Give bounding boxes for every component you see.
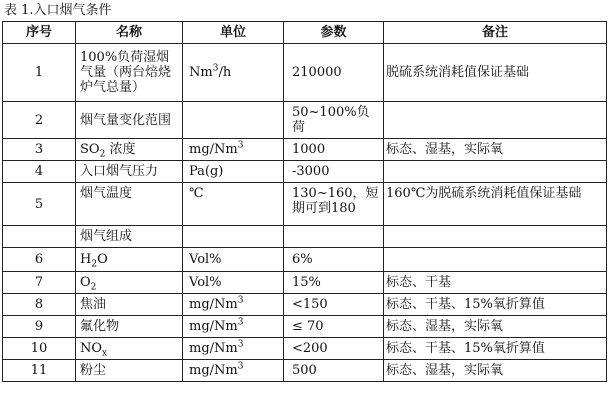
- cell-unit: mg/Nm$^3$: [183, 316, 284, 338]
- cell-unit: Pa(g): [183, 161, 284, 183]
- cell-note: 标态、干基、15%氧折算值: [384, 338, 607, 360]
- cell-unit: ℃: [183, 183, 284, 226]
- cell-no: 2: [3, 102, 76, 139]
- cell-no: 1: [3, 44, 76, 102]
- cell-name: 焦油: [76, 294, 183, 316]
- table-row: [3, 139, 607, 161]
- cell-note: 标态、湿基，实际氧: [384, 139, 607, 161]
- cell-name: 粉尘: [76, 360, 183, 382]
- cell-no: 10: [3, 338, 76, 360]
- cell-unit: mg/Nm$^3$: [183, 338, 284, 360]
- cell-no: 7: [3, 272, 76, 294]
- cell-no: 9: [3, 316, 76, 338]
- cell-name: 烟气组成: [76, 226, 183, 248]
- cell-param: 500: [284, 360, 384, 382]
- cell-name: $O_2$: [76, 272, 183, 294]
- cell-name: 100%负荷湿烟气量（两台焙烧炉气总量）: [76, 44, 183, 102]
- cell-note: 脱硫系统消耗值保证基础: [384, 44, 607, 102]
- cell-note: 标态、湿基，实际氧: [384, 316, 607, 338]
- cell-unit: Nm$^3$/h: [183, 44, 284, 102]
- cell-no: 8: [3, 294, 76, 316]
- cell-param: 15%: [284, 272, 384, 294]
- table-row: [3, 226, 607, 248]
- table-row: [3, 183, 607, 226]
- cell-no: 4: [3, 161, 76, 183]
- cell-unit: Vol%: [183, 248, 284, 272]
- table-row: [3, 102, 607, 139]
- cell-unit: [183, 226, 284, 248]
- cell-param: ≤ 70: [284, 316, 384, 338]
- cell-note: [384, 102, 607, 139]
- cell-no: 11: [3, 360, 76, 382]
- table-header-row: [3, 22, 607, 44]
- cell-name: $SO_2$ 浓度: [76, 139, 183, 161]
- table-row: [3, 161, 607, 183]
- cell-param: <200: [284, 338, 384, 360]
- cell-unit: mg/Nm$^3$: [183, 360, 284, 382]
- cell-note: [384, 248, 607, 272]
- header-param: 参数: [284, 22, 384, 44]
- cell-note: [384, 161, 607, 183]
- cell-name: 入口烟气压力: [76, 161, 183, 183]
- cell-param: 1000: [284, 139, 384, 161]
- table-row: [3, 272, 607, 294]
- header-no: 序号: [3, 22, 76, 44]
- cell-no: 6: [3, 248, 76, 272]
- cell-unit: mg/Nm$^3$: [183, 139, 284, 161]
- cell-name: $NO_x$: [76, 338, 183, 360]
- table-row: [3, 44, 607, 102]
- cell-unit: [183, 102, 284, 139]
- header-note: 备注: [384, 22, 607, 44]
- cell-name: $H_2O$: [76, 248, 183, 272]
- table-row: [3, 294, 607, 316]
- header-name: 名称: [76, 22, 183, 44]
- cell-name: 氟化物: [76, 316, 183, 338]
- table-row: [3, 338, 607, 360]
- cell-no: [3, 226, 76, 248]
- cell-param: 130~160，短期可到180: [284, 183, 384, 226]
- cell-unit: Vol%: [183, 272, 284, 294]
- cell-name: 烟气量变化范围: [76, 102, 183, 139]
- cell-param: -3000: [284, 161, 384, 183]
- cell-note: 160℃为脱硫系统消耗值保证基础: [384, 183, 607, 226]
- cell-note: 标态、干基: [384, 272, 607, 294]
- cell-no: 5: [3, 183, 76, 226]
- cell-param: 50~100%负荷: [284, 102, 384, 139]
- cell-no: 3: [3, 139, 76, 161]
- cell-param: 210000: [284, 44, 384, 102]
- header-unit: 单位: [183, 22, 284, 44]
- flue-gas-conditions-table: [2, 21, 607, 382]
- cell-note: 标态、干基、15%氧折算值: [384, 294, 607, 316]
- cell-note: [384, 226, 607, 248]
- table-row: [3, 316, 607, 338]
- cell-note: 标态、湿基，实际氧: [384, 360, 607, 382]
- cell-name: 烟气温度: [76, 183, 183, 226]
- table-row: [3, 248, 607, 272]
- cell-param: <150: [284, 294, 384, 316]
- table-caption: 表 1.入口烟气条件: [4, 3, 112, 18]
- cell-param: [284, 226, 384, 248]
- table-row: [3, 360, 607, 382]
- cell-unit: mg/Nm$^3$: [183, 294, 284, 316]
- cell-param: 6%: [284, 248, 384, 272]
